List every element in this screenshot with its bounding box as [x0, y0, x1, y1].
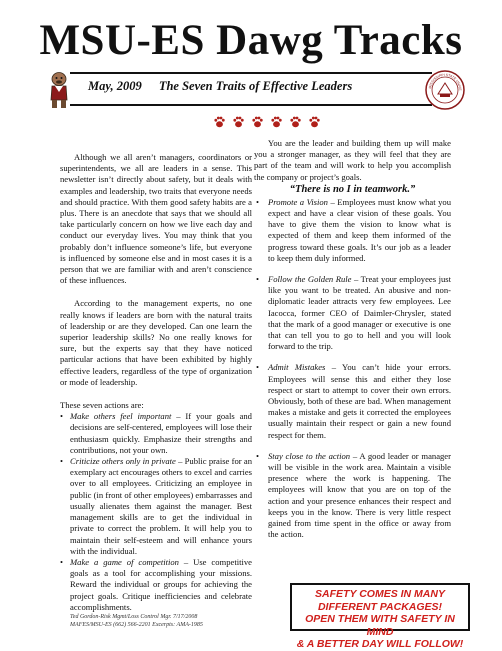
item-lead: Make a game of competition	[70, 556, 179, 567]
bullet: •	[256, 274, 260, 285]
item-text: – You can’t hide your errors. Employees will sense this and either they lose respect or start to attempt to cover their own errors. Obviously, both of these are bad. When management makes a mistake and gets it corrected the employees usually maintain their respect or gain a new found respect for them.	[268, 362, 451, 440]
traits-list	[254, 197, 451, 541]
bullet: •	[256, 362, 260, 373]
actions-list	[60, 411, 252, 613]
leader-paragraph: You are the leader and building them up will make you a stronger manager, as they will feel that they are part of the team and will work to help you accomplish the company or project’s goals.	[254, 138, 451, 182]
footer-line-2: MAFES/MSU-ES (662) 566-2201 Excerpts: AMA-1985	[70, 621, 203, 628]
safety-line-3: OPEN THEM WITH SAFETY IN MIND	[305, 613, 455, 638]
item-text: – If your goals and decisions are self-centered, employees will lose their enthusiasm quickly. Emphasize their strengths and contributions, not your own.	[70, 411, 252, 455]
paw-icon	[214, 116, 225, 128]
bullet: •	[256, 196, 260, 207]
footer-credit	[70, 614, 270, 629]
item-text: – Public praise for an exemplary act encourages others to excel and carries over to all employees. Criticizing an employee in public (in front of other employees) embarrasses and usually alienates them against the manager. Best management skills are to get the individual in private to correct the problem. It will help you to maintain their self-esteem and will enhance yours with the individual.	[70, 456, 252, 556]
bullet: •	[60, 556, 64, 567]
masthead-rule-bottom	[70, 104, 432, 106]
list-item	[254, 451, 451, 541]
safety-line-1: SAFETY COMES IN MANY	[315, 588, 445, 600]
list-item	[60, 456, 252, 557]
item-text: – Treat your employees just like you want to be treated. An abusive and non-diplomatic leader attracts very few employees. Lee Iacocca, former CEO of Daimler-Chrysler, stated that the mark of a good manager or executive is one that can tell you to go to hell and you will look forward to the trip.	[268, 274, 451, 352]
item-text: – Employees must know what you expect and have a clear vision of these goals. You have to give them the vision to know what is expected of them and keep them informed of the progress toward these goals. It’s our job as a leader to keep them duly informed.	[268, 196, 451, 263]
item-lead: Follow the Golden Rule	[268, 274, 352, 285]
item-lead: Admit Mistakes	[268, 362, 326, 373]
paw-icon	[271, 116, 282, 128]
safety-line-4: & A BETTER DAY WILL FOLLOW!	[296, 638, 464, 651]
list-item	[254, 274, 451, 352]
paw-divider	[214, 116, 320, 128]
masthead-rule-top	[70, 72, 432, 74]
paw-icon	[252, 116, 263, 128]
list-item	[60, 557, 252, 613]
experts-paragraph: According to the management experts, no one really knows if leaders are born with the natural traits of leadership or are they developed. Can one learn the superior leadership skills? No one really knows for sure, but the experts say that they have noticed particular actions that have been exhibited by highly effective leaders, regardless of the type of organization or mode of leadership.	[60, 298, 252, 387]
paw-icon	[233, 116, 244, 128]
actions-intro: These seven actions are:	[60, 400, 144, 411]
intro-paragraph: Although we all aren’t managers, coordinators or superintendents, we all are leaders in a sense. This newsletter isn’t directly about safety, but it deals with examples and leadership, two traits that everyone needs and should practice. With them good safety habits are a plus. There is an anecdote that says that we should all take particularly concern on how we live each day and conduct our everyday lives. You may think that you probably don’t influence someone’s life, but everyone is influenced by someone else and in most cases it is a person that we are familiar with and aren’t conscience of these influences.	[60, 152, 252, 286]
bullet: •	[256, 450, 260, 461]
teamwork-quote: “There is no I in teamwork.”	[289, 183, 416, 195]
bulldog-mascot-icon	[48, 70, 70, 110]
footer-line-1: Ted Gordon-Risk Mgmt/Loss Control Mgr. 7/17/2008	[70, 614, 198, 620]
issue-headline: The Seven Traits of Effective Leaders	[158, 79, 353, 93]
item-lead: Stay close to the action	[268, 450, 351, 461]
right-column	[254, 138, 451, 551]
item-lead: Promote a Vision	[268, 196, 328, 207]
issue-line	[88, 79, 408, 94]
issue-date: May, 2009	[88, 79, 142, 93]
safety-line-2: DIFFERENT PACKAGES!	[317, 600, 443, 613]
item-lead: Make others feel important	[70, 411, 172, 422]
safety-message-box	[290, 583, 470, 651]
paw-icon	[290, 116, 301, 128]
university-seal-icon	[425, 70, 465, 110]
item-text: – Use competitive goals as a tool for accomplishing your missions. Reward the individual or groups for achieving the project goals. Critique inefficiencies and celebrate accomplishments.	[70, 556, 252, 612]
bullet: •	[60, 456, 64, 467]
bullet: •	[60, 411, 64, 422]
seal-text: MISSISSIPPI STATE UNIVE	[428, 72, 463, 91]
item-text: – A good leader or manager will be visible in the work area. Maintain a visible presence where the work is happening. The employees will know that you are on top of the action and your presence enhances their respect and keeps you in the know. There is very little respect gained from time spent in the office or away from the action.	[268, 450, 451, 540]
masthead-title: MSU-ES Dawg Tracks	[39, 17, 463, 64]
left-column	[60, 152, 252, 613]
item-lead: Criticize others only in private	[70, 456, 176, 467]
list-item	[254, 362, 451, 440]
list-item	[254, 197, 451, 264]
list-item	[60, 411, 252, 456]
paw-icon	[309, 116, 320, 128]
